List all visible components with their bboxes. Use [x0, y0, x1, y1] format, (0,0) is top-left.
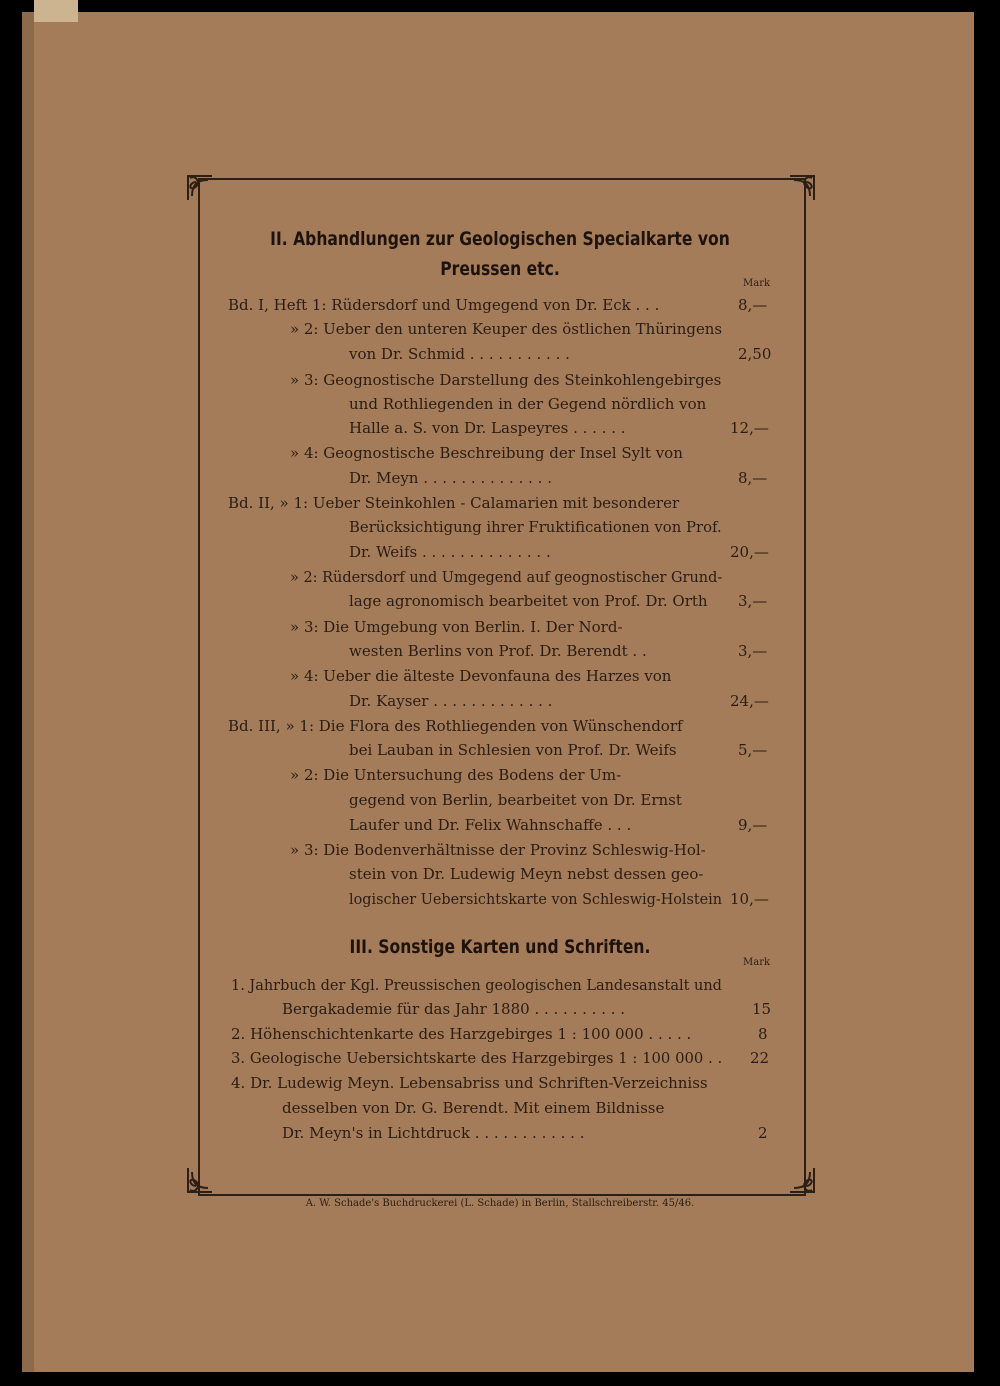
entry-line: » 2: Ueber den unteren Keuper des östlichen Thüringens [290, 320, 723, 338]
entry-price: 3,— [738, 592, 768, 610]
entry-line: Bd. II, » 1: Ueber Steinkohlen - Calamarien mit besonderer [228, 494, 680, 512]
section-2-title-cont: Preussen etc. [440, 258, 560, 280]
entry-line: Dr. Meyn . . . . . . . . . . . . . . [349, 469, 552, 487]
entry-line: 1. Jahrbuch der Kgl. Preussischen geologischen Landesanstalt und [231, 976, 722, 994]
entry-line: und Rothliegenden in der Gegend nördlich von [349, 395, 707, 413]
entry-line: Dr. Weifs . . . . . . . . . . . . . . [349, 543, 551, 561]
corner-ornament-icon [184, 1164, 218, 1198]
entry-line: Halle a. S. von Dr. Laspeyres . . . . . . [349, 419, 626, 437]
entry-price: 24,— [730, 692, 769, 710]
entry-line: logischer Uebersichtskarte von Schleswig-Holstein [349, 890, 723, 908]
entry-price: 2,50 [738, 345, 772, 363]
entry-line: » 3: Die Umgebung von Berlin. I. Der Nord- [290, 618, 623, 636]
entry-price: 15 [752, 1000, 772, 1018]
corner-ornament-icon [784, 170, 818, 204]
entry-line: Bergakademie für das Jahr 1880 . . . . . . . . . . [282, 1000, 626, 1018]
entry-price: 3,— [738, 642, 768, 660]
entry-line: » 2: Die Untersuchung des Bodens der Um- [290, 766, 622, 784]
entry-price: 20,— [730, 543, 769, 561]
entry-line: » 4: Ueber die älteste Devonfauna des Harzes von [290, 667, 672, 685]
entry-line: » 2: Rüdersdorf und Umgegend auf geognostischer Grund- [290, 568, 723, 586]
entry-line: desselben von Dr. G. Berendt. Mit einem Bildnisse [282, 1099, 665, 1117]
entry-line: Berücksichtigung ihrer Fruktificationen von Prof. [349, 518, 722, 536]
entry-price: 8 [758, 1025, 768, 1043]
entry-line: lage agronomisch bearbeitet von Prof. Dr. Orth [349, 592, 708, 610]
entry-price: 5,— [738, 741, 768, 759]
section-3-title: III. Sonstige Karten und Schriften. [349, 936, 651, 958]
entry-line: bei Lauban in Schlesien von Prof. Dr. Weifs [349, 741, 677, 759]
corner-ornament-icon [784, 1164, 818, 1198]
printer-imprint: A. W. Schade's Buchdruckerei (L. Schade) in Berlin, Stallschreiberstr. 45/46. [305, 1198, 695, 1209]
price-column-header: Mark [743, 278, 771, 289]
entry-line: Dr. Kayser . . . . . . . . . . . . . [349, 692, 553, 710]
corner-ornament-icon [184, 170, 218, 204]
entry-line: Bd. III, » 1: Die Flora des Rothliegenden von Wünschendorf [228, 717, 683, 735]
entry-line: 2. Höhenschichtenkarte des Harzgebirges 1 : 100 000 . . . . . [231, 1025, 692, 1043]
entry-line: Dr. Meyn's in Lichtdruck . . . . . . . . . . . . [282, 1124, 585, 1142]
entry-price: 8,— [738, 296, 768, 314]
torn-corner [34, 0, 78, 22]
entry-price: 10,— [730, 890, 769, 908]
entry-price: 9,— [738, 816, 768, 834]
cover-spine-edge [22, 12, 34, 1372]
entry-price: 22 [750, 1049, 770, 1067]
entry-line: gegend von Berlin, bearbeitet von Dr. Ernst [349, 791, 682, 809]
entry-line: Bd. I, Heft 1: Rüdersdorf und Umgegend von Dr. Eck . . . [228, 296, 660, 314]
entry-line: » 4: Geognostische Beschreibung der Insel Sylt von [290, 444, 683, 462]
entry-line: Laufer und Dr. Felix Wahnschaffe . . . [349, 816, 632, 834]
entry-price: 2 [758, 1124, 768, 1142]
entry-line: von Dr. Schmid . . . . . . . . . . . [349, 345, 570, 363]
entry-line: westen Berlins von Prof. Dr. Berendt . . [349, 642, 647, 660]
entry-line: » 3: Geognostische Darstellung des Steinkohlengebirges [290, 371, 722, 389]
entry-price: 8,— [738, 469, 768, 487]
entry-line: stein von Dr. Ludewig Meyn nebst dessen geo- [349, 865, 704, 883]
entry-line: 4. Dr. Ludewig Meyn. Lebensabriss und Schriften-Verzeichniss [231, 1074, 708, 1092]
entry-line: 3. Geologische Uebersichtskarte des Harzgebirges 1 : 100 000 . . [231, 1049, 723, 1067]
entry-price: 12,— [730, 419, 769, 437]
entry-line: » 3: Die Bodenverhältnisse der Provinz Schleswig-Hol- [290, 841, 706, 859]
section-2-title: II. Abhandlungen zur Geologischen Specialkarte von [270, 228, 730, 250]
price-column-header: Mark [743, 957, 771, 968]
